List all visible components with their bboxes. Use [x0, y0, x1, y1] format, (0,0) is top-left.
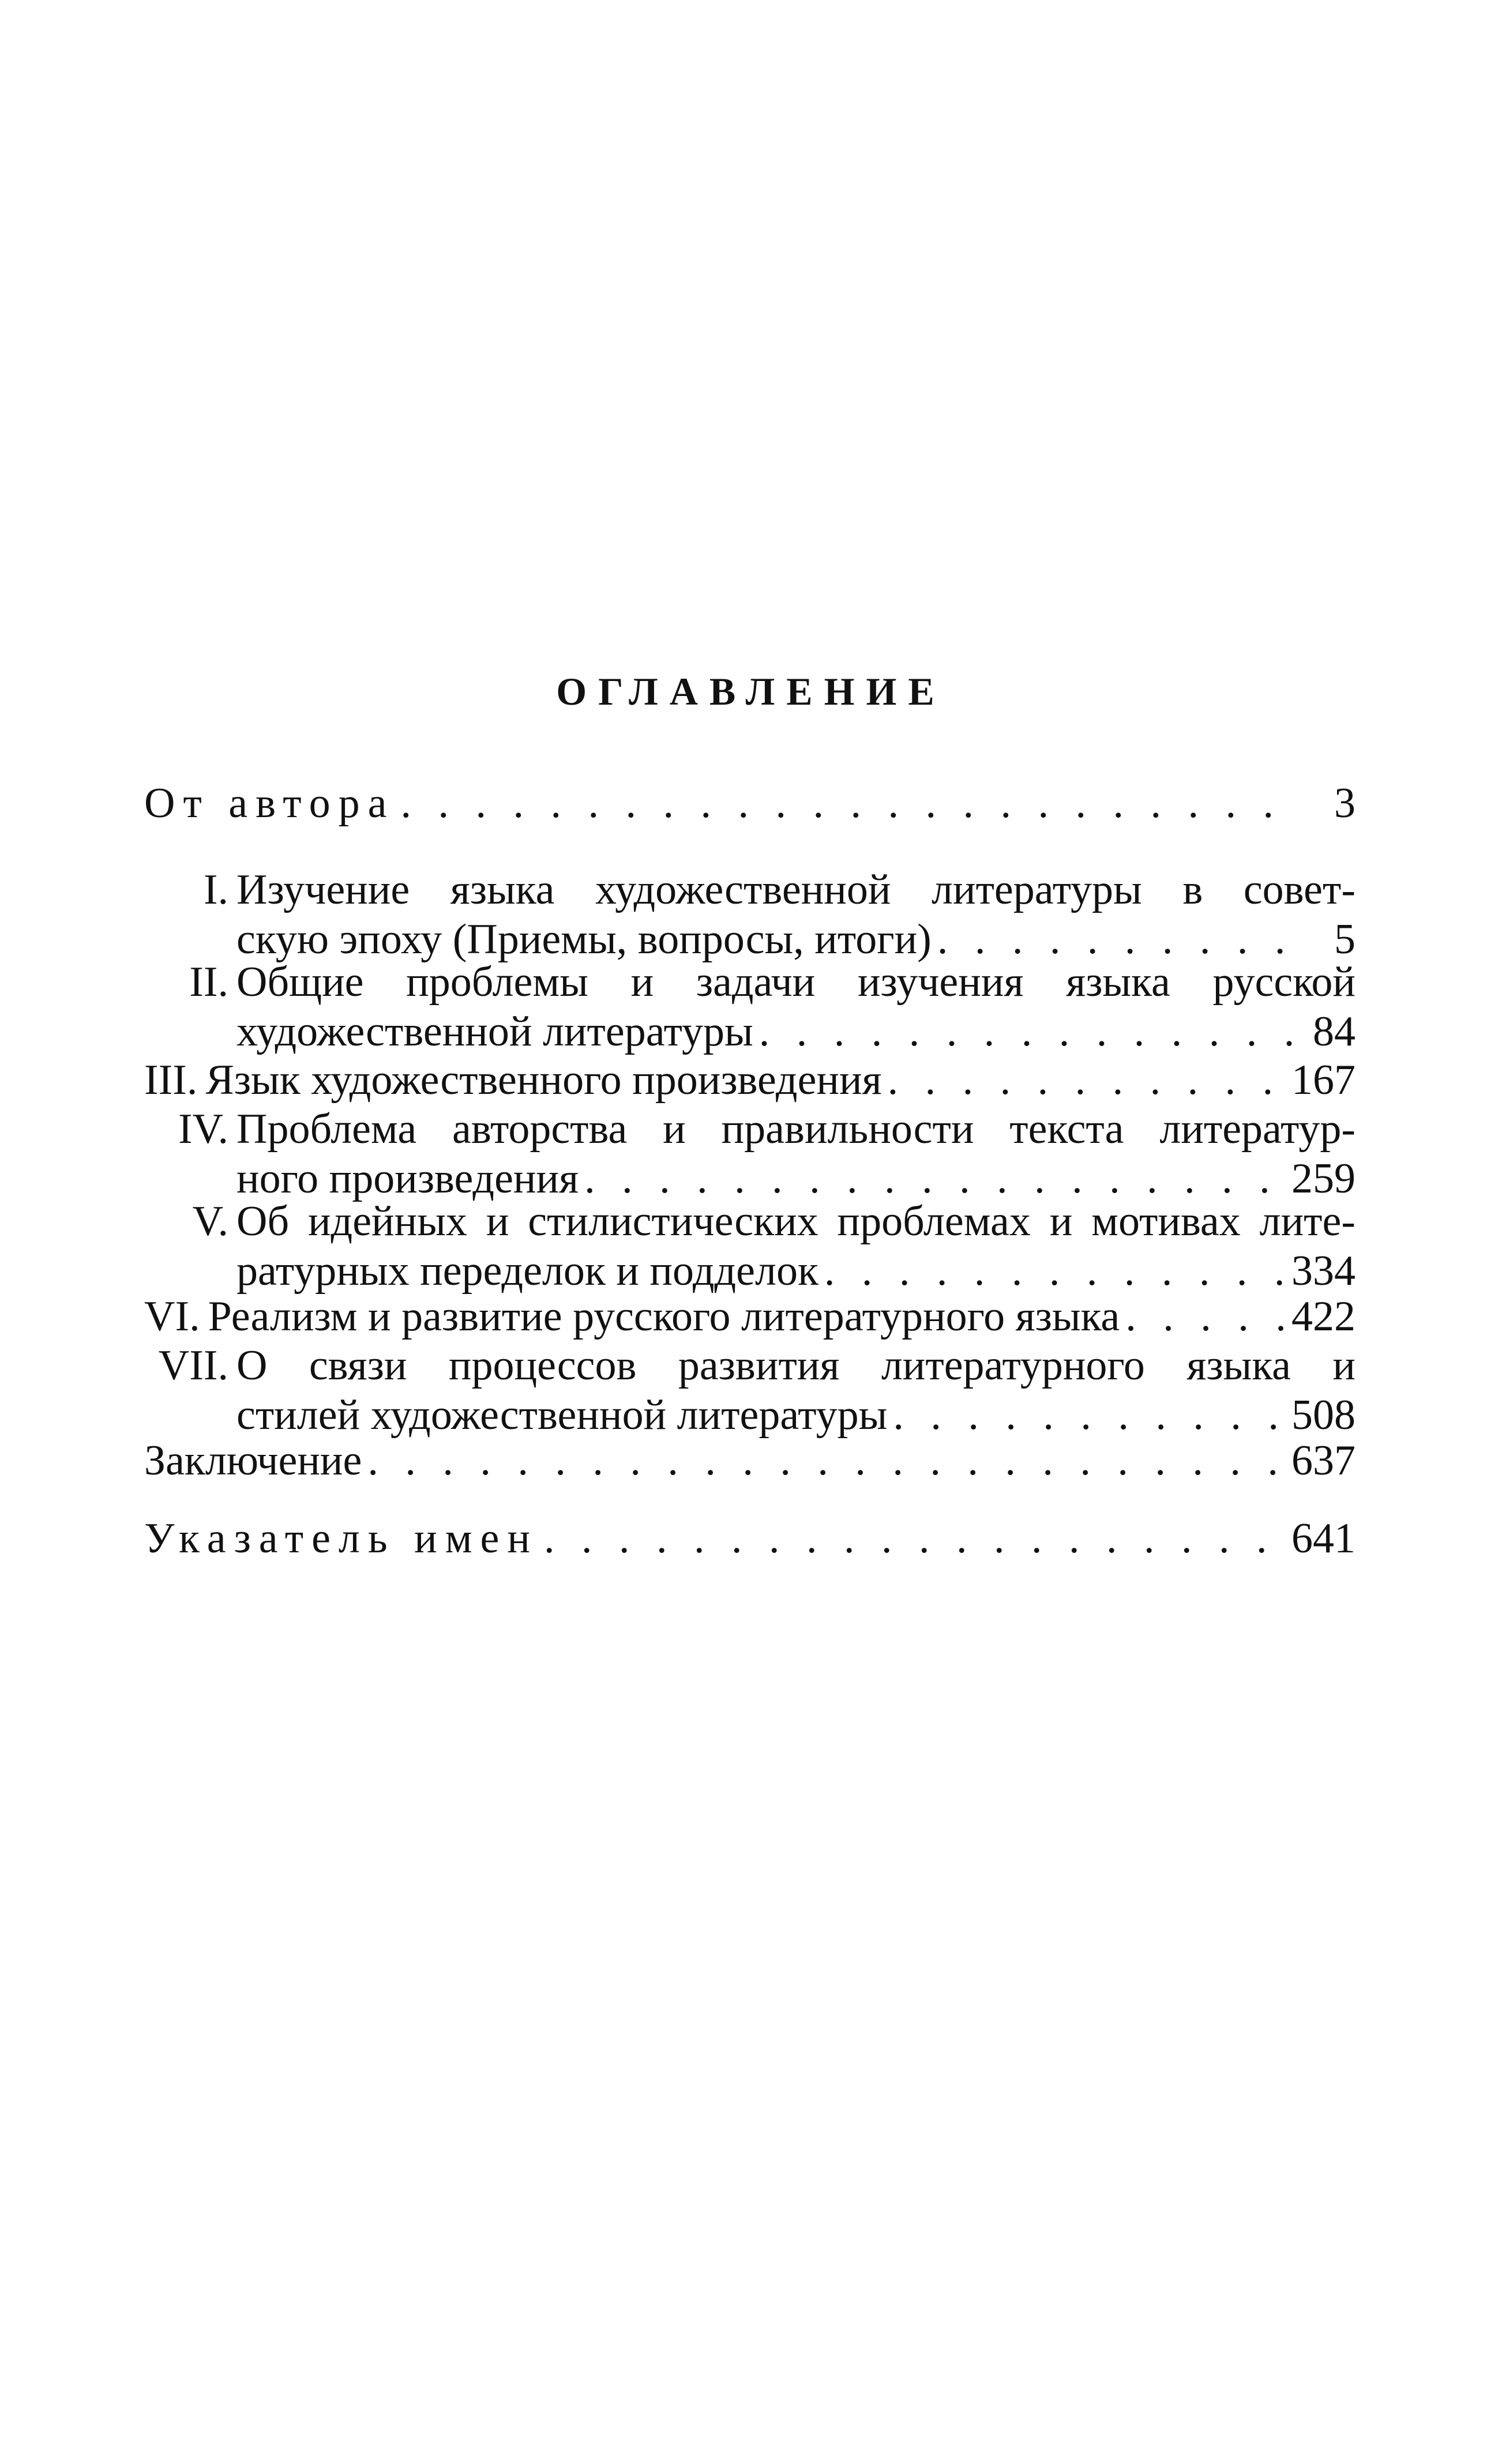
chapter-number: VI. [144, 1293, 200, 1340]
toc-entry-text: Указатель имен [144, 1515, 538, 1562]
toc-entry-text-cont: ного произведения [236, 1155, 579, 1202]
toc-page-number: 259 [1291, 1155, 1355, 1202]
toc-entry-text: Реализм и развитие русского литературного языка [208, 1293, 1120, 1340]
toc-page-number: 84 [1313, 1008, 1355, 1055]
dot-leader [824, 1246, 1286, 1296]
toc-entry-chapter-1 [144, 865, 1355, 964]
chapter-number: III. [144, 1056, 198, 1104]
dot-leader [367, 1436, 1286, 1485]
dot-leader [400, 778, 1298, 828]
toc-page-number: 5 [1334, 916, 1355, 963]
dot-leader [544, 1514, 1286, 1563]
toc-page-number: 3 [1334, 780, 1355, 827]
toc-entry-chapter-4 [144, 1104, 1355, 1203]
toc-title: ОГЛАВЛЕНИЕ [556, 669, 946, 713]
chapter-number: V. [192, 1198, 228, 1245]
toc-entry-chapter-7 [144, 1341, 1355, 1440]
toc-entry-chapter-3 [144, 1055, 1355, 1105]
toc-entry-text: Об идейных и стилистических проблемах и мотивах лите- [236, 1198, 1355, 1245]
dot-leader [1125, 1292, 1286, 1341]
toc-page-number: 641 [1291, 1515, 1355, 1562]
toc-entry-text: От автора [144, 780, 395, 827]
toc-entry-text: Заключение [144, 1437, 362, 1484]
toc-entry-chapter-5 [144, 1197, 1355, 1296]
toc-page-number: 167 [1291, 1056, 1355, 1104]
toc-entry-text-cont: художественной литературы [236, 1008, 753, 1055]
toc-entry-chapter-2 [144, 957, 1355, 1056]
toc-entry-text: Проблема авторства и правильности текста литератур- [236, 1105, 1355, 1153]
chapter-number: IV. [178, 1105, 228, 1153]
chapter-number: VII. [158, 1342, 228, 1389]
toc-entry-conclusion [144, 1436, 1355, 1485]
toc-entry-text: О связи процессов развития литературного языка и [236, 1342, 1355, 1389]
toc-entry-chapter-6 [144, 1292, 1355, 1341]
toc-entry-text: Изучение языка художественной литературы в совет- [236, 866, 1355, 913]
toc-page-number: 422 [1291, 1293, 1355, 1340]
chapter-number: I. [203, 866, 228, 913]
toc-entry-from-author [144, 778, 1355, 828]
toc-entry-text-cont: стилей художественной литературы [236, 1391, 888, 1439]
toc-entry-text-cont: скую эпоху (Приемы, вопросы, итоги) [236, 916, 932, 963]
toc-page-number: 334 [1291, 1247, 1355, 1295]
dot-leader [888, 1055, 1286, 1105]
dot-leader [759, 1007, 1298, 1056]
toc-entry-text: Язык художественного произведения [205, 1056, 882, 1104]
toc-entry-text-cont: ратурных переделок и подделок [236, 1247, 818, 1295]
chapter-number: II. [189, 958, 228, 1006]
dot-leader [893, 1390, 1286, 1440]
toc-entry-name-index [144, 1514, 1355, 1563]
toc-page-number: 508 [1291, 1391, 1355, 1439]
toc-entry-text: Общие проблемы и задачи изучения языка русской [236, 958, 1355, 1006]
toc-page-number: 637 [1291, 1437, 1355, 1484]
